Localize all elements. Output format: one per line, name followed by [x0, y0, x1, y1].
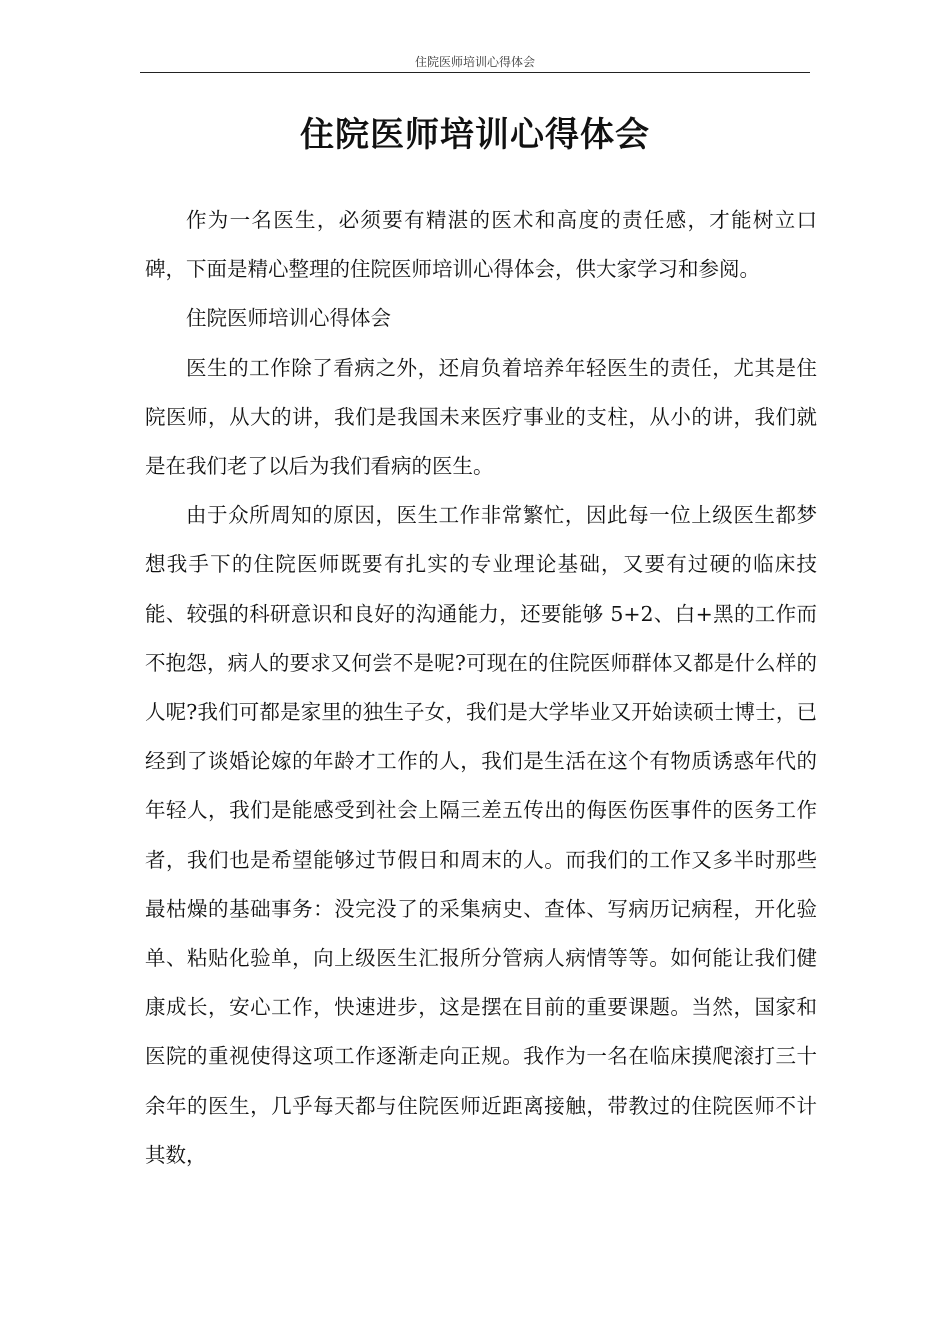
document-title: 住院医师培训心得体会	[300, 114, 650, 155]
section-heading: 住院医师培训心得体会	[186, 306, 391, 331]
body-paragraph-1: 医生的工作除了看病之外，还肩负着培养年轻医生的责任，尤其是住院医师，从大的讲，我们是我国未来医疗事业的支柱，从小的讲，我们就是在我们老了以后为我们看病的医生。	[145, 355, 817, 479]
document-body	[145, 196, 817, 1180]
header-divider	[140, 72, 810, 73]
running-header: 住院医师培训心得体会	[414, 55, 535, 69]
intro-paragraph: 作为一名医生，必须要有精湛的医术和高度的责任感，才能树立口碑，下面是精心整理的住院医师培训心得体会，供大家学习和参阅。	[145, 208, 817, 282]
body-paragraph-2: 由于众所周知的原因，医生工作非常繁忙，因此每一位上级医生都梦想我手下的住院医师既要有扎实的专业理论基础，又要有过硬的临床技能、较强的科研意识和良好的沟通能力，还要能够 5+2、白+黑的工作而不抱怨，病人的要求又何尝不是呢?可现在的住院医师群体又都是什么样的人呢?我们可都是家里的独生子女，我们是大学毕业又开始读硕士博士，已经到了谈婚论嫁的年龄才工作的人，我们是生活在这个有物质诱惑年代的年轻人，我们是能感受到社会上隔三差五传出的侮医伤医事件的医务工作者，我们也是希望能够过节假日和周末的人。而我们的工作又多半时那些最枯燥的基础事务：没完没了的采集病史、查体、写病历记病程，开化验单、粘贴化验单，向上级医生汇报所分管病人病情等等。如何能让我们健康成长，安心工作，快速进步，这是摆在目前的重要课题。当然，国家和医院的重视使得这项工作逐渐走向正规。我作为一名在临床摸爬滚打三十余年的医生，几乎每天都与住院医师近距离接触，带教过的住院医师不计其数，	[145, 503, 817, 1167]
